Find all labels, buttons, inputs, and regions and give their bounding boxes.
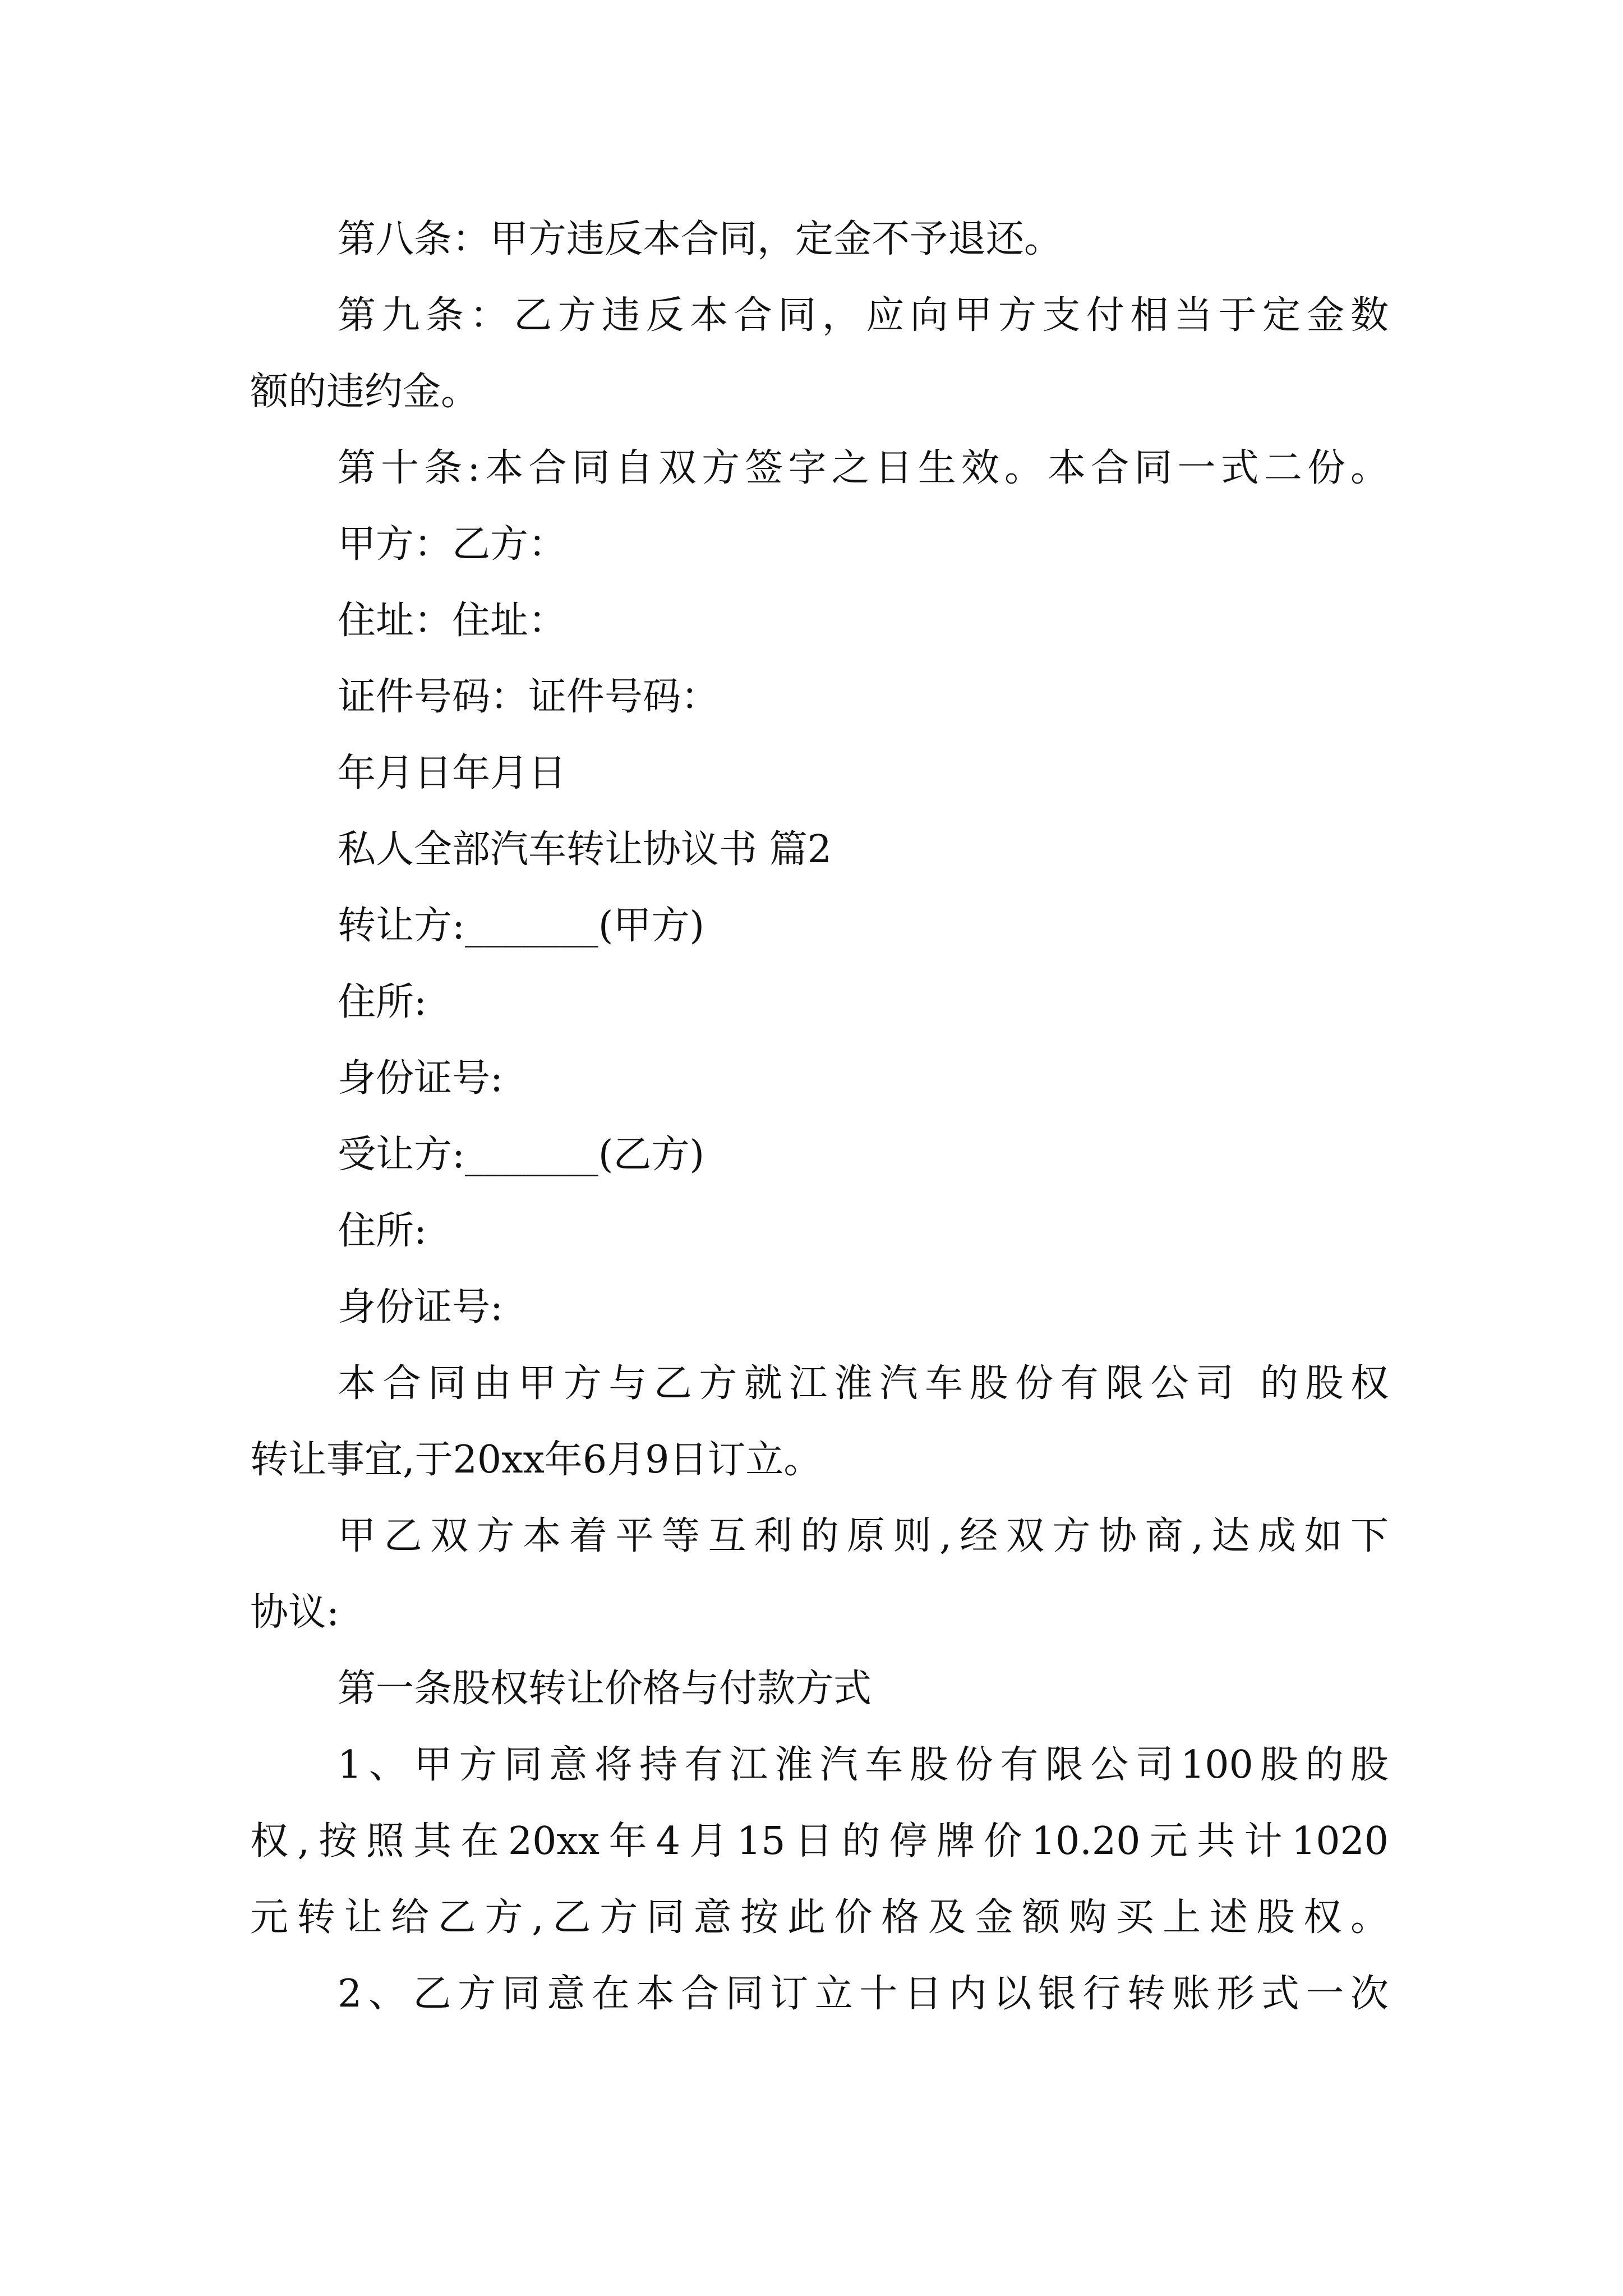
article-1-heading: 第一条股权转让价格与付款方式 bbox=[338, 1667, 872, 1711]
clause-1-line-3: 元转让给乙方,乙方同意按此价格及金额购买上述股权。 bbox=[250, 1895, 1389, 1940]
id-number-label: 证件号码：证件号码： bbox=[338, 675, 720, 719]
section-title: 私人全部汽车转让协议书 篇2 bbox=[338, 827, 832, 872]
clause-1-line-2: 权,按照其在20xx年4月15日的停牌价10.20元共计1020 bbox=[250, 1819, 1389, 1864]
contract-intro-line-2: 转让事宜,于20xx年6月9日订立。 bbox=[250, 1438, 822, 1482]
clause-2-line-1: 2、乙方同意在本合同订立十日内以银行转账形式一次 bbox=[338, 1972, 1389, 2016]
contract-intro-line-1: 本合同由甲方与乙方就江淮汽车股份有限公司 的股权 bbox=[338, 1361, 1389, 1406]
article-10-text: 第十条:本合同自双方签字之日生效。本合同一式二份。 bbox=[338, 446, 1389, 490]
transferor-id-label: 身份证号: bbox=[338, 1056, 503, 1101]
article-9-text-line-2: 额的违约金。 bbox=[250, 370, 479, 414]
agreement-intro-line-2: 协议: bbox=[250, 1590, 339, 1635]
address-label: 住址：住址： bbox=[338, 599, 567, 643]
transferor-residence-label: 住所: bbox=[338, 980, 427, 1024]
clause-1-line-1: 1、甲方同意将持有江淮汽车股份有限公司100股的股 bbox=[338, 1743, 1389, 1787]
date-label: 年月日年月日 bbox=[338, 751, 567, 795]
party-names-label: 甲方：乙方： bbox=[338, 522, 567, 567]
transferor-label: 转让方:_______(甲方) bbox=[338, 904, 704, 948]
article-9-text-line-1: 第九条：乙方违反本合同，应向甲方支付相当于定金数 bbox=[338, 293, 1389, 338]
article-8-text: 第八条：甲方违反本合同，定金不予退还。 bbox=[338, 217, 1063, 261]
transferee-label: 受让方:_______(乙方) bbox=[338, 1133, 704, 1177]
agreement-intro-line-1: 甲乙双方本着平等互利的原则,经双方协商,达成如下 bbox=[338, 1514, 1389, 1558]
transferee-residence-label: 住所: bbox=[338, 1209, 427, 1253]
transferee-id-label: 身份证号: bbox=[338, 1285, 503, 1329]
